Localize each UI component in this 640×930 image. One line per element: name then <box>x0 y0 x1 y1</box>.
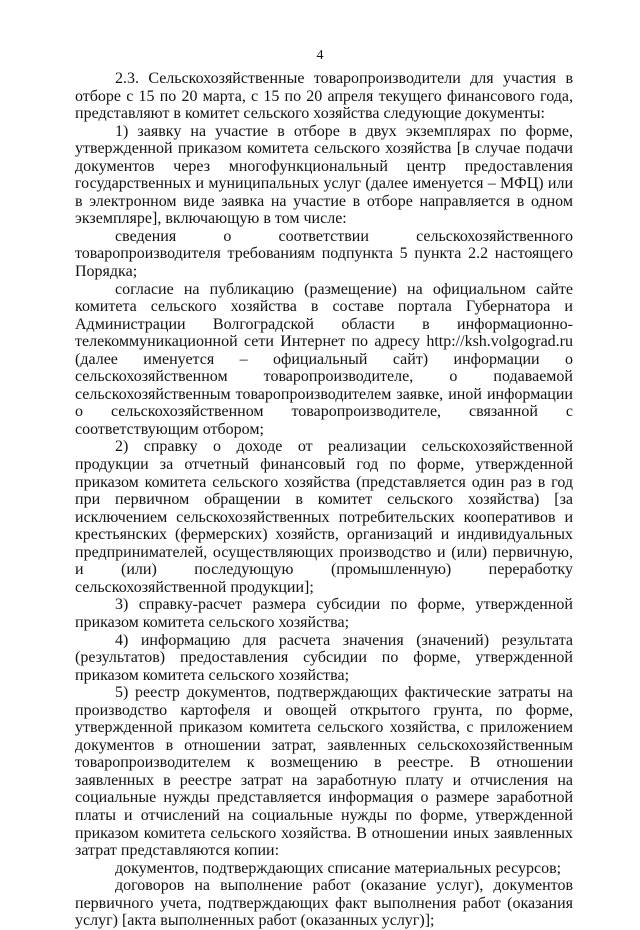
paragraph-item-5-docs: документов, подтверждающих списание материальных ресурсов; <box>115 859 562 877</box>
paragraph-item-2: 2) справку о доходе от реализации сельскохозяйственной продукции за отчетный финансовый год по форме, утвержденной приказом комитета сельского хозяйства (представляется один раз в год при первичном обращении в комитет сельского хозяйства) [за исключением сельскохозяйственных потребительских кооперативов и крестьянских (фермерских) хозяйств, организаций и индивидуальных предпринимателей, осуществляющих производство и (или) первичную, и (или) последующую (промышленную) переработку сельскохозяйственной продукции]; <box>75 438 573 596</box>
document-body <box>75 70 573 930</box>
paragraph-item-3: 3) справку-расчет размера субсидии по форме, утвержденной приказом комитета сельского хозяйства; <box>75 596 573 631</box>
paragraph-item-4: 4) информацию для расчета значения (значений) результата (результатов) предоставления субсидии по форме, утвержденной приказом комитета сельского хозяйства; <box>75 631 573 684</box>
paragraph-item-1: 1) заявку на участие в отборе в двух экземплярах по форме, утвержденной приказом комитета сельского хозяйства [в случае подачи документов через многофункциональный центр предоставления государственных и муниципальных услуг (далее именуется – МФЦ) или в электронном виде заявка на участие в отборе направляется в одном экземпляре], включающую в том числе: <box>75 122 573 228</box>
paragraph-2-3: 2.3. Сельскохозяйственные товаропроизводители для участия в отборе с 15 по 20 марта, с 15 по 20 апреля текущего финансового года, представляют в комитет сельского хозяйства следующие документы: <box>75 70 573 123</box>
paragraph-item-1-consent: согласие на публикацию (размещение) на официальном сайте комитета сельского хозяйства в составе портала Губернатора и Администрации Волгоградской области в информационно-телекоммуникационной сети Интернет по адресу http://ksh.volgograd.ru (далее именуется – официальный сайт) информации о сельскохозяйственном товаропроизводителе, о подаваемой сельскохозяйственным товаропроизводителем заявке, иной информации о сельскохозяйственном товаропроизводителе, связанной с соответствующим отбором; <box>75 280 573 438</box>
paragraph-item-1-info: сведения о соответствии сельскохозяйственного товаропроизводителя требованиям подпункта 5 пункта 2.2 настоящего Порядка; <box>75 227 573 281</box>
paragraph-item-5-contracts: договоров на выполнение работ (оказание услуг), документов первичного учета, подтверждающих факт выполнения работ (оказания услуг) [акта выполненных работ (оказанных услуг)]; <box>75 877 573 930</box>
paragraph-item-5: 5) реестр документов, подтверждающих фактические затраты на производство картофеля и овощей открытого грунта, по форме, утвержденной приказом комитета сельского хозяйства, с приложением документов в отношении затрат, заявленных сельскохозяйственным товаропроизводителем к возмещению в реестре. В отношении заявленных в реестре затрат на заработную плату и отчисления на социальные нужды представляется информация о размере заработной платы и отчислений на социальные нужды по форме, утвержденной приказом комитета сельского хозяйства. В отношении иных заявленных затрат представляются копии: <box>75 684 573 860</box>
page-number: 4 <box>316 48 324 63</box>
